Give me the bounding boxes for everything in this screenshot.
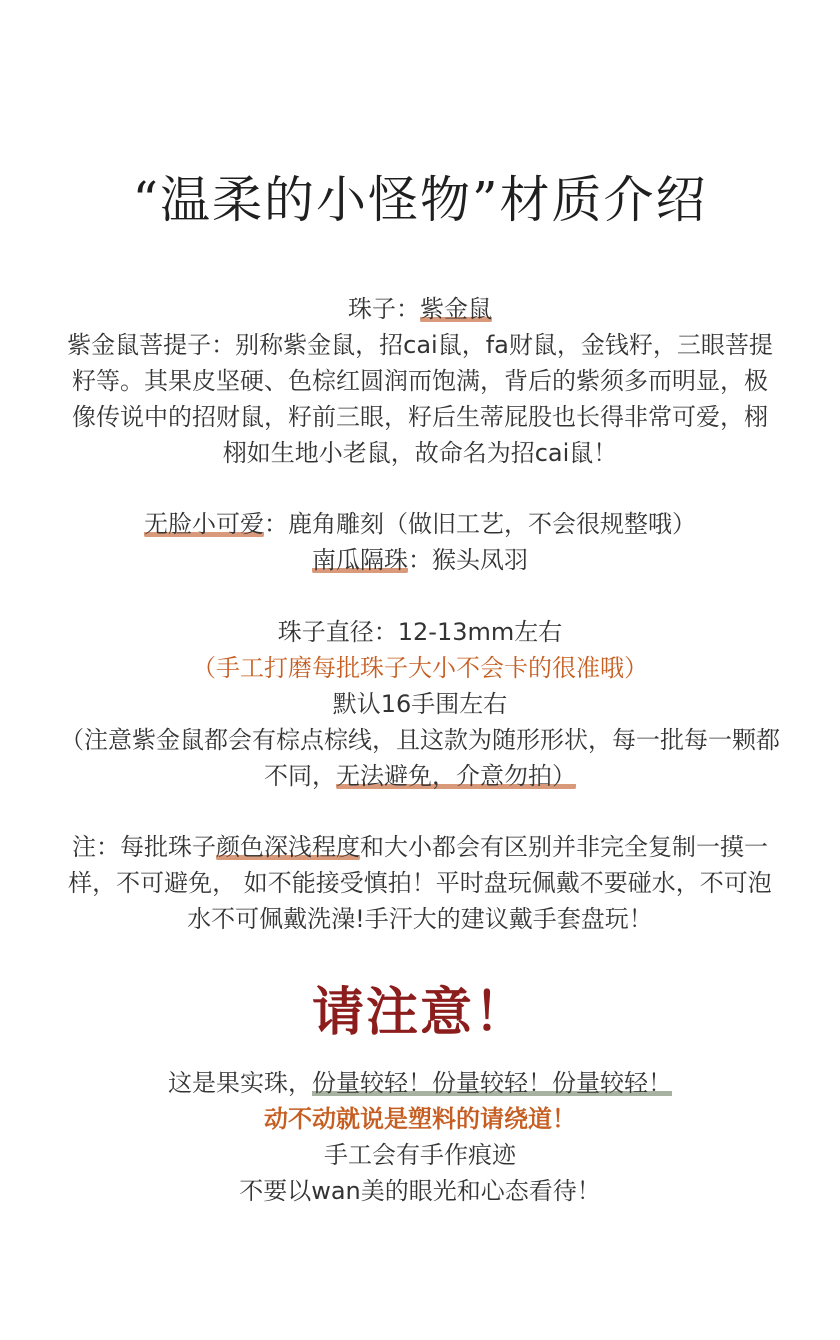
- diameter-text: 珠子直径：12-13mm左右: [277, 618, 563, 646]
- accessory-2-value: ：猴头凤羽: [408, 546, 528, 574]
- caution-line-2: [32, 758, 808, 794]
- notice-line-1-highlight: 颜色深浅程度: [216, 833, 360, 861]
- notice-line-2: 样，不可避免， 如不能接受慎拍！平时盘玩佩戴不要碰水，不可泡: [68, 869, 772, 897]
- notice-line-1-prefix: 注：每批珠子: [72, 833, 216, 861]
- page-title: “温柔的小怪物”材质介绍: [132, 171, 708, 229]
- caution-line-1: （注意紫金鼠都会有棕点棕线，且这款为随形形状，每一批每一颗都: [60, 726, 780, 754]
- material-section: [32, 291, 808, 471]
- material-desc-2: 籽等。其果皮坚硬、色棕红圆润而饱满，背后的紫须多而明显，极: [72, 367, 768, 395]
- warning-line-1-prefix: 这是果实珠，: [168, 1069, 312, 1097]
- warning-line-4: 不要以wan美的眼光和心态看待！: [239, 1177, 601, 1205]
- accessory-2: [32, 542, 808, 578]
- material-desc-3: 像传说中的招财鼠，籽前三眼，籽后生蒂屁股也长得非常可爱，栩: [72, 403, 768, 431]
- accessory-2-name: 南瓜隔珠: [312, 546, 408, 574]
- weight-light-2: 份量较轻！: [432, 1069, 552, 1097]
- material-line: [32, 291, 808, 327]
- weight-light-3: 份量较轻！: [552, 1069, 672, 1097]
- accessory-1-value: ：鹿角雕刻（做旧工艺，不会很规整哦）: [264, 510, 696, 538]
- warning-line-1: [32, 1065, 808, 1101]
- warning-line-2: 动不动就说是塑料的请绕道！: [264, 1105, 576, 1133]
- material-desc-4: 栩如生地小老鼠，故命名为招cai鼠！: [222, 439, 618, 467]
- caution-line-2-highlight: 无法避免，介意勿拍）: [336, 762, 576, 790]
- warning-section: [32, 1065, 808, 1209]
- caution-line-2-prefix: 不同，: [264, 762, 336, 790]
- accessory-1: [32, 506, 808, 542]
- size-section: [32, 614, 808, 794]
- notice-section: [32, 829, 808, 937]
- diameter-note: （手工打磨每批珠子大小不会卡的很准哦）: [192, 654, 648, 682]
- warning-heading: 请注意！: [311, 982, 528, 1043]
- material-desc-1: 紫金鼠菩提子：别称紫金鼠，招cai鼠，fa财鼠，金钱籽，三眼菩提: [67, 331, 773, 359]
- accessories-section: [32, 506, 808, 578]
- accessory-1-name: 无脸小可爱: [144, 510, 264, 538]
- weight-light-1: 份量较轻！: [312, 1069, 432, 1097]
- notice-line-1: [32, 829, 808, 865]
- notice-line-1-suffix: 和大小都会有区别并非完全复制一摸一: [360, 833, 768, 861]
- default-size: 默认16手围左右: [332, 690, 508, 718]
- warning-line-3: 手工会有手作痕迹: [324, 1141, 516, 1169]
- notice-line-3: 水不可佩戴洗澡!手汗大的建议戴手套盘玩！: [187, 905, 653, 933]
- material-value: 紫金鼠: [420, 295, 492, 323]
- material-label: 珠子：: [348, 295, 420, 323]
